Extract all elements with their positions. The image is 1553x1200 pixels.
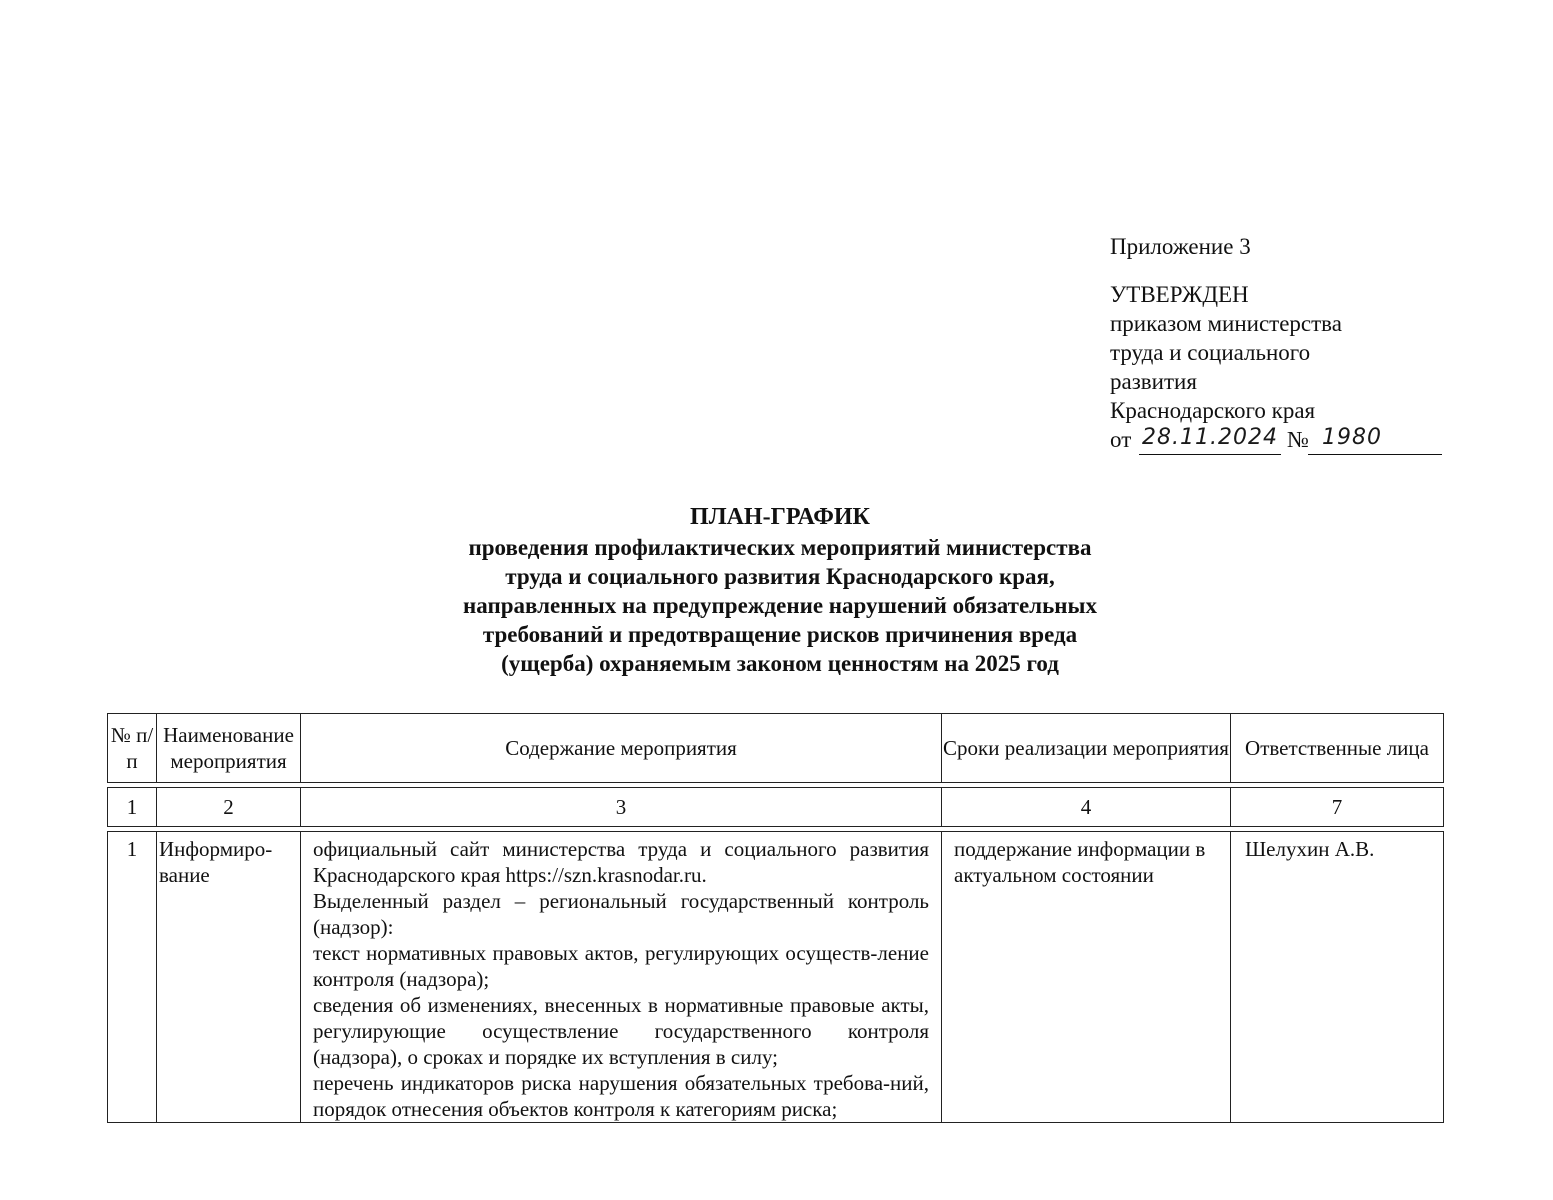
approval-line: развития [1110,369,1197,394]
row-terms: поддержание информации в актуальном состоянии [942,832,1231,1123]
title-main: ПЛАН-ГРАФИК [690,504,870,530]
approval-block [1110,232,1450,457]
column-number: 3 [301,788,942,827]
number-label: № [1287,427,1309,452]
content-line: Выделенный раздел – региональный государственный контроль (надзор): [313,889,929,939]
row-responsible: Шелухин А.В. [1231,832,1444,1123]
header-content: Содержание мероприятия [301,714,942,783]
column-number: 1 [108,788,157,827]
header-responsible: Ответственные лица [1231,714,1444,783]
column-number: 7 [1231,788,1444,827]
row-content [301,832,942,1123]
title-subtitle-line: проведения профилактических мероприятий министерства [468,535,1092,560]
approved-label: УТВЕРЖДЕН [1110,282,1249,307]
title-subtitle-line: направленных на предупреждение нарушений обязательных [463,593,1097,618]
row-name: Информиро-вание [157,832,301,1123]
content-line: сведения об изменениях, внесенных в нормативные правовые акты, регулирующие осуществление государственного контроля (надзора), о сроках и порядке их вступления в силу; [313,993,929,1069]
column-number: 4 [942,788,1231,827]
from-label: от [1110,427,1132,452]
document-title [300,503,1260,678]
content-line: текст нормативных правовых актов, регулирующих осуществ-ление контроля (надзора); [313,941,929,991]
row-num: 1 [108,832,157,1123]
content-line: официальный сайт министерства труда и социального развития Краснодарского края https://szn.krasnodar.ru. [313,837,929,887]
order-date-number-line [1110,425,1450,457]
title-subtitle-line: требований и предотвращение рисков причинения вреда [482,622,1078,647]
title-subtitle-line: труда и социального развития Краснодарского края, [505,564,1055,589]
approval-line: приказом министерства [1110,311,1342,336]
approval-line: Краснодарского края [1110,398,1316,423]
column-numbers-row [108,788,1444,827]
plan-table [107,713,1444,1123]
column-number: 2 [157,788,301,827]
table-row [108,832,1444,1123]
content-line: перечень индикаторов риска нарушения обязательных требова-ний, порядок отнесения объектов контроля к категориям риска; [313,1071,929,1121]
title-subtitle-line: (ущерба) охраняемым законом ценностям на 2025 год [501,651,1059,676]
handwritten-number: 1980 [1322,425,1382,450]
handwritten-date: 28.11.2024 [1142,425,1278,450]
header-num: № п/п [108,714,157,783]
header-terms: Сроки реализации мероприятия [942,714,1231,783]
header-name: Наименование мероприятия [157,714,301,783]
date-blank [1139,454,1281,455]
number-blank [1308,454,1442,455]
approval-line: труда и социального [1110,340,1311,365]
table-header-row [108,714,1444,783]
appendix-label: Приложение 3 [1110,234,1251,259]
